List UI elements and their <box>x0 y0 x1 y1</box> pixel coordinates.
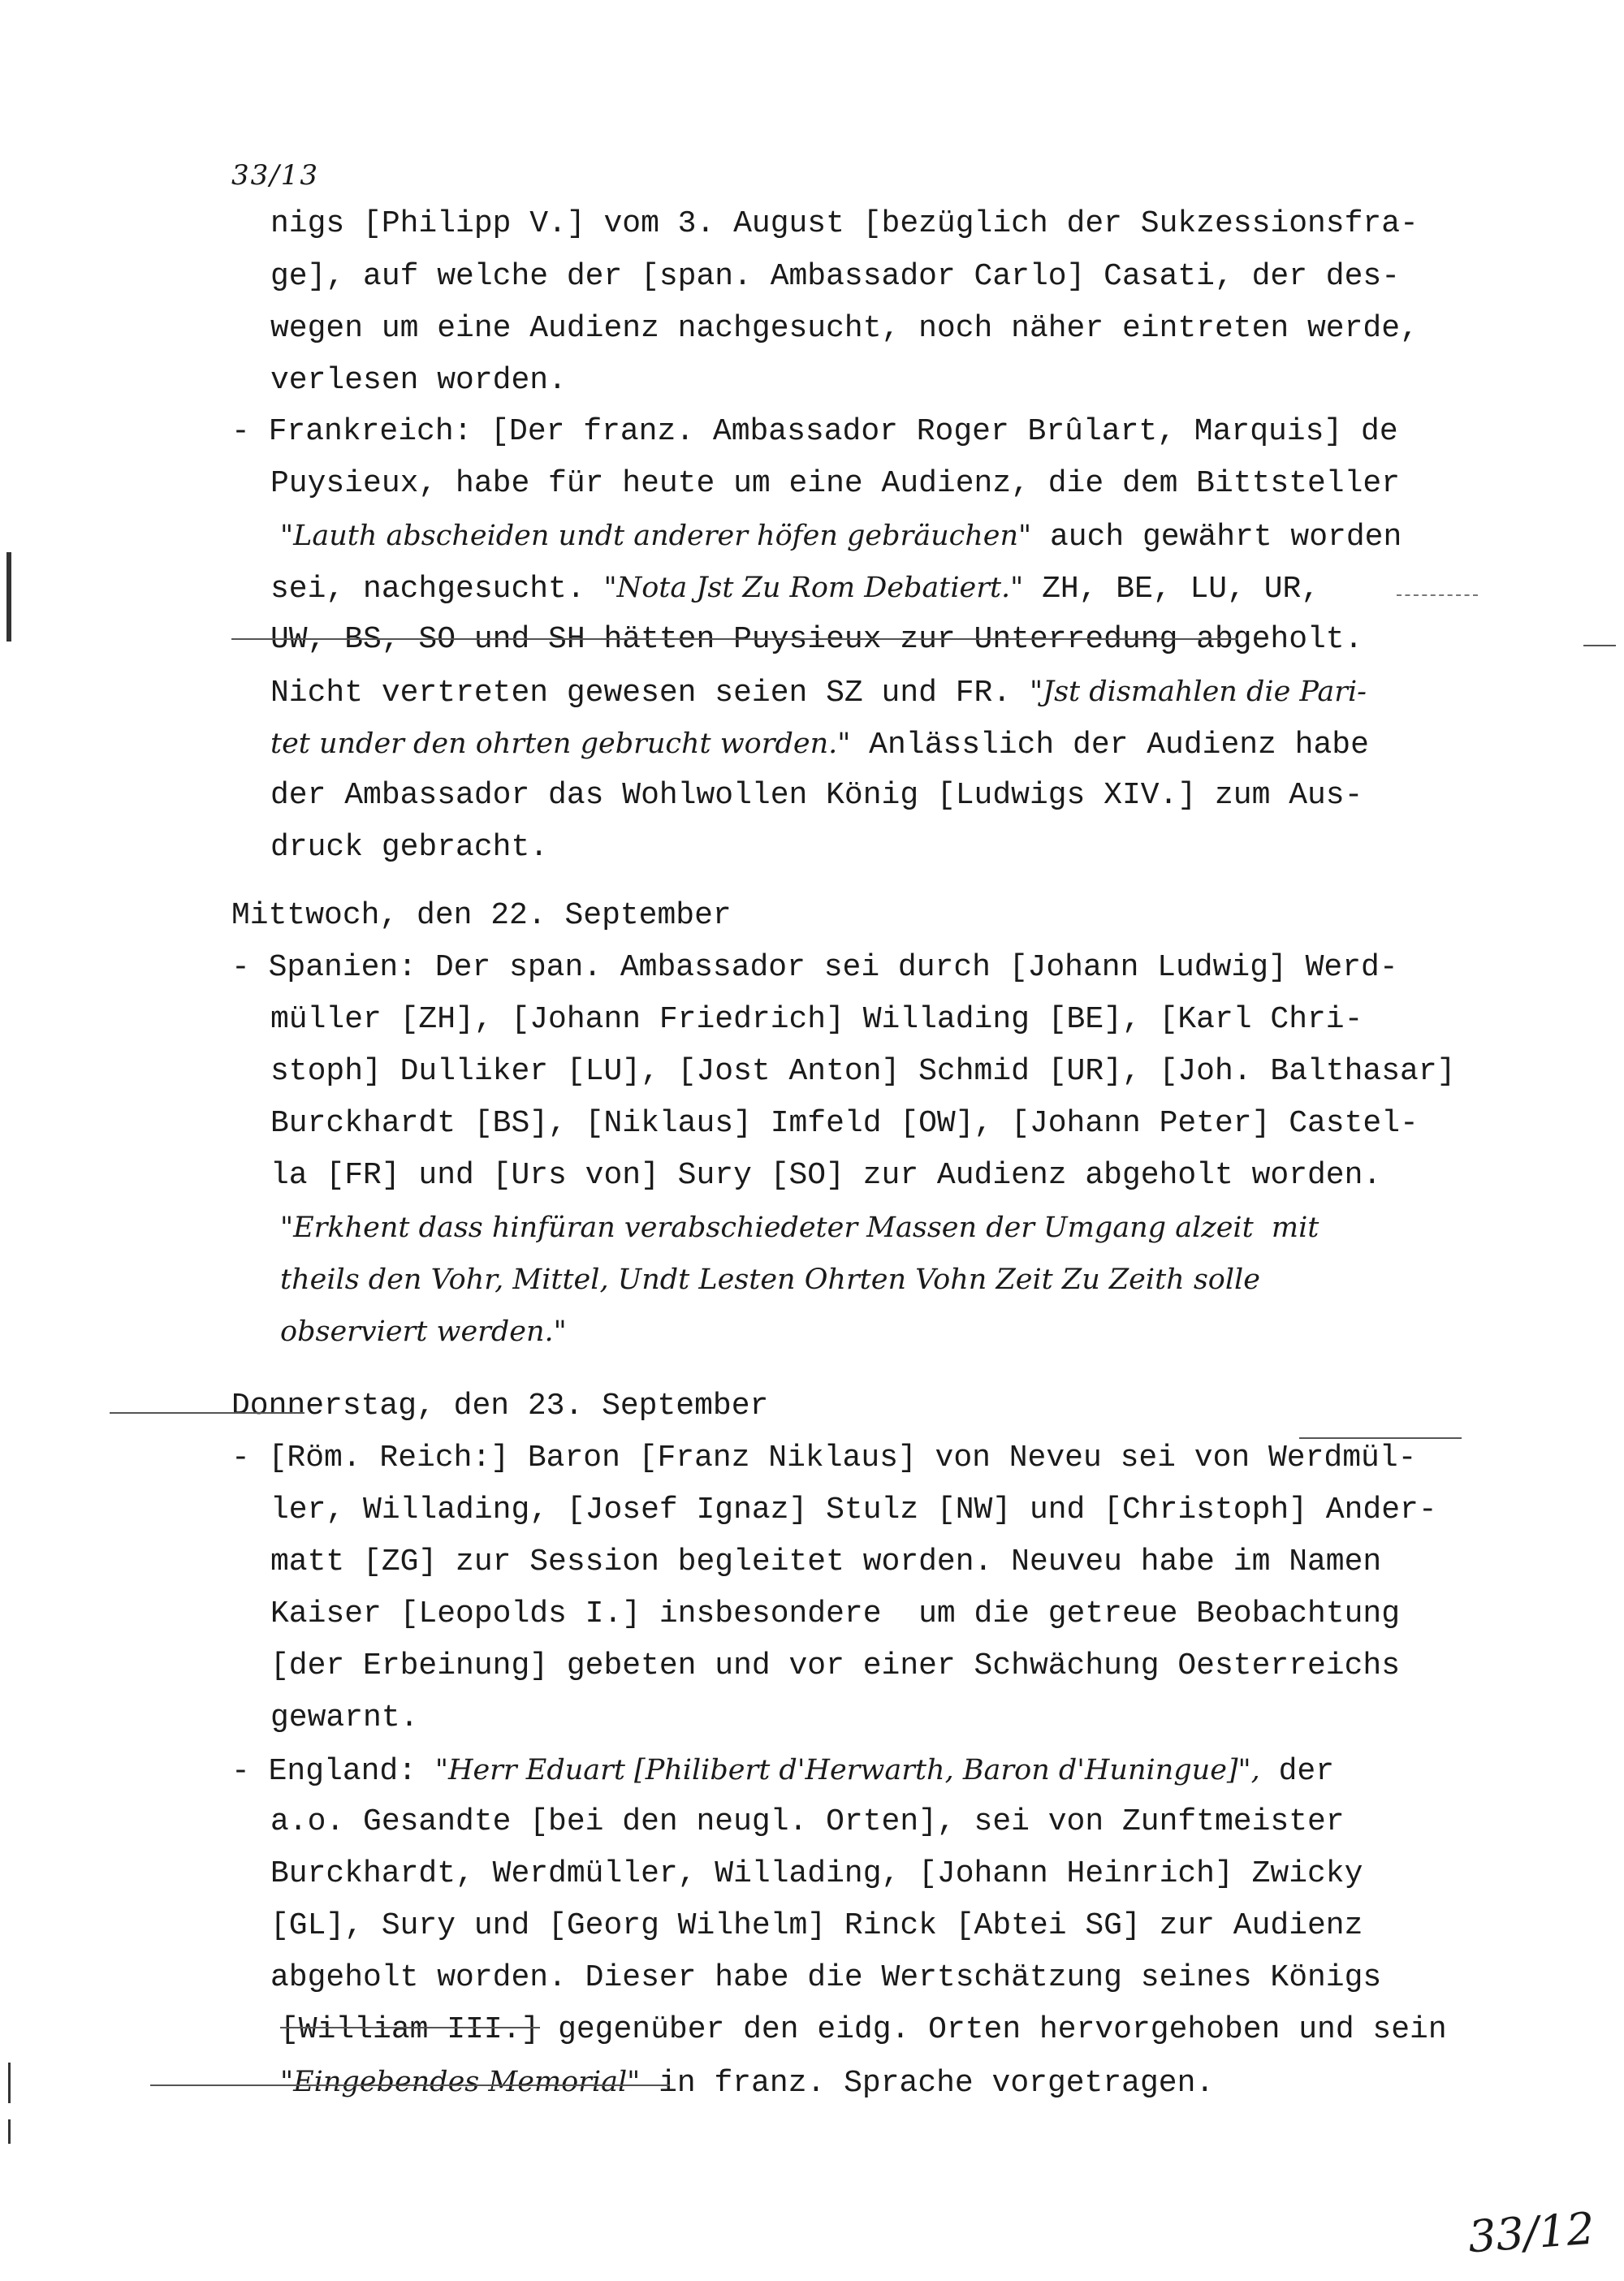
text-line <box>231 1752 1334 1791</box>
text-line <box>280 2063 1214 2102</box>
quoted-source-text: "Herr Eduart [Philibert d'Herwarth, Baron d'Huningue]", <box>434 1754 1260 1786</box>
text-line <box>231 897 732 935</box>
text-segment: gewarnt. <box>270 1700 419 1735</box>
text-segment: ZH, BE, LU, UR, <box>1023 572 1320 607</box>
text-line <box>231 949 1398 987</box>
text-segment: ler, Willading, [Josef Ignaz] Stulz [NW] und [Christoph] Ander- <box>270 1493 1437 1527</box>
text-segment: stoph] Dulliker [LU], [Jost Anton] Schmid [UR], [Joh. Balthasar] <box>270 1054 1456 1089</box>
text-line <box>231 1388 768 1425</box>
text-segment: [der Erbeinung] gebeten und vor einer Schwächung Oesterreichs <box>270 1648 1401 1683</box>
quoted-source-text: tet under den ohrten gebrucht worden." <box>270 728 851 760</box>
text-segment: nigs [Philipp V.] vom 3. August [bezüglich der Sukzessionsfra- <box>270 206 1419 241</box>
text-line <box>280 1209 1319 1248</box>
text-line <box>270 465 1400 503</box>
text-segment: la [FR] und [Urs von] Sury [SO] zur Audienz abgeholt worden. <box>270 1158 1382 1193</box>
quoted-source-text: "Nota Jst Zu Rom Debatiert." <box>603 572 1024 604</box>
text-line <box>270 1001 1363 1039</box>
text-segment: abgeholt worden. Dieser habe die Wertschätzung seines Königs <box>270 1960 1382 1995</box>
scan-rule <box>1397 594 1478 596</box>
text-segment: in franz. Sprache vorgetragen. <box>640 2066 1215 2101</box>
margin-mark <box>6 552 11 642</box>
text-segment: - Frankreich: [Der franz. Ambassador Roger Brûlart, Marquis] de <box>231 414 1398 449</box>
text-line <box>270 1544 1381 1581</box>
text-line <box>270 1492 1437 1529</box>
text-line <box>270 1700 418 1737</box>
text-line <box>270 1105 1419 1143</box>
scan-rule <box>110 1412 304 1414</box>
text-segment: Burckhardt [BS], [Niklaus] Imfeld [OW], [Johann Peter] Castel- <box>270 1106 1419 1141</box>
page-number-bottom: 33/12 <box>1466 2202 1596 2263</box>
text-line <box>280 1261 1260 1300</box>
text-line <box>270 725 1369 764</box>
text-line <box>270 673 1367 712</box>
page-number-top: 33/13 <box>231 159 319 192</box>
text-line <box>270 1053 1455 1091</box>
text-segment: Nicht vertreten gewesen seien SZ und FR. <box>270 676 1030 711</box>
text-line <box>270 1907 1363 1945</box>
text-segment: - [Röm. Reich:] Baron [Franz Niklaus] von Neveu sei von Werdmül- <box>231 1441 1417 1475</box>
text-line <box>270 1959 1381 1997</box>
text-line <box>270 1804 1345 1841</box>
text-line <box>270 1648 1400 1685</box>
quoted-source-text: "Eingebendes Memorial" <box>280 2066 641 2098</box>
text-line <box>231 1440 1416 1477</box>
text-line <box>270 205 1419 243</box>
text-segment: UW, BS, SO und SH hätten Puysieux zur Unterredung abgeholt. <box>270 622 1363 657</box>
text-segment: müller [ZH], [Johann Friedrich] Willading [BE], [Karl Chri- <box>270 1002 1363 1037</box>
scan-rule <box>1583 645 1616 646</box>
text-line <box>270 1596 1400 1633</box>
text-segment: Anlässlich der Audienz habe <box>850 728 1369 762</box>
text-segment: verlesen worden. <box>270 363 567 398</box>
text-segment: - England: <box>231 1754 435 1789</box>
text-line <box>270 829 548 866</box>
text-segment: matt [ZG] zur Session begleitet worden. Neuveu habe im Namen <box>270 1544 1382 1579</box>
margin-mark <box>8 2119 11 2144</box>
text-line <box>270 310 1419 348</box>
text-line <box>280 2011 1447 2049</box>
text-line <box>270 1855 1363 1893</box>
text-line <box>270 777 1363 814</box>
text-line <box>280 517 1402 556</box>
text-segment: Puysieux, habe für heute um eine Audienz, die dem Bittsteller <box>270 466 1401 501</box>
text-segment: Donnerstag, den 23. September <box>231 1389 769 1423</box>
text-line <box>231 413 1398 451</box>
text-line <box>270 569 1320 608</box>
text-segment: der Ambassador das Wohlwollen König [Ludwigs XIV.] zum Aus- <box>270 778 1363 813</box>
text-segment: druck gebracht. <box>270 830 549 865</box>
text-line <box>270 362 567 400</box>
text-segment: der <box>1259 1754 1335 1789</box>
quoted-source-text: "Lauth abscheiden undt anderer höfen gebräuchen" <box>280 520 1032 552</box>
scan-rule <box>280 2027 540 2028</box>
text-segment: - Spanien: Der span. Ambassador sei durch [Johann Ludwig] Werd- <box>231 950 1398 985</box>
text-line <box>270 258 1400 296</box>
text-segment: wegen um eine Audienz nachgesucht, noch näher eintreten werde, <box>270 311 1419 346</box>
quoted-source-text: "Jst dismahlen die Pari- <box>1029 676 1367 708</box>
text-line <box>280 1313 567 1352</box>
text-segment: ge], auf welche der [span. Ambassador Carlo] Casati, der des- <box>270 259 1401 294</box>
text-segment: [William III.] <box>280 2012 540 2047</box>
text-segment: Mittwoch, den 22. September <box>231 898 732 933</box>
text-segment: Kaiser [Leopolds I.] insbesondere um die getreue Beobachtung <box>270 1596 1401 1631</box>
text-segment: [GL], Sury und [Georg Wilhelm] Rinck [Abtei SG] zur Audienz <box>270 1908 1363 1943</box>
scan-rule <box>150 2084 670 2086</box>
text-line <box>270 621 1363 659</box>
text-segment: a.o. Gesandte [bei den neugl. Orten], sei von Zunftmeister <box>270 1804 1345 1839</box>
text-segment: gegenüber den eidg. Orten hervorgehoben und sein <box>539 2012 1447 2047</box>
scan-rule <box>231 638 1238 640</box>
scan-rule <box>1299 1437 1462 1439</box>
text-segment: sei, nachgesucht. <box>270 572 604 607</box>
quoted-source-text: "Erkhent dass hinfüran verabschiedeter Massen der Umgang alzeit mit <box>280 1212 1320 1244</box>
text-segment: Burckhardt, Werdmüller, Willading, [Johann Heinrich] Zwicky <box>270 1856 1363 1891</box>
text-segment: auch gewährt worden <box>1031 520 1402 555</box>
text-line <box>270 1157 1381 1195</box>
margin-mark <box>8 2063 11 2103</box>
quoted-source-text: observiert werden." <box>280 1315 567 1348</box>
quoted-source-text: theils den Vohr, Mittel, Undt Lesten Ohrten Vohn Zeit Zu Zeith solle <box>280 1264 1260 1296</box>
